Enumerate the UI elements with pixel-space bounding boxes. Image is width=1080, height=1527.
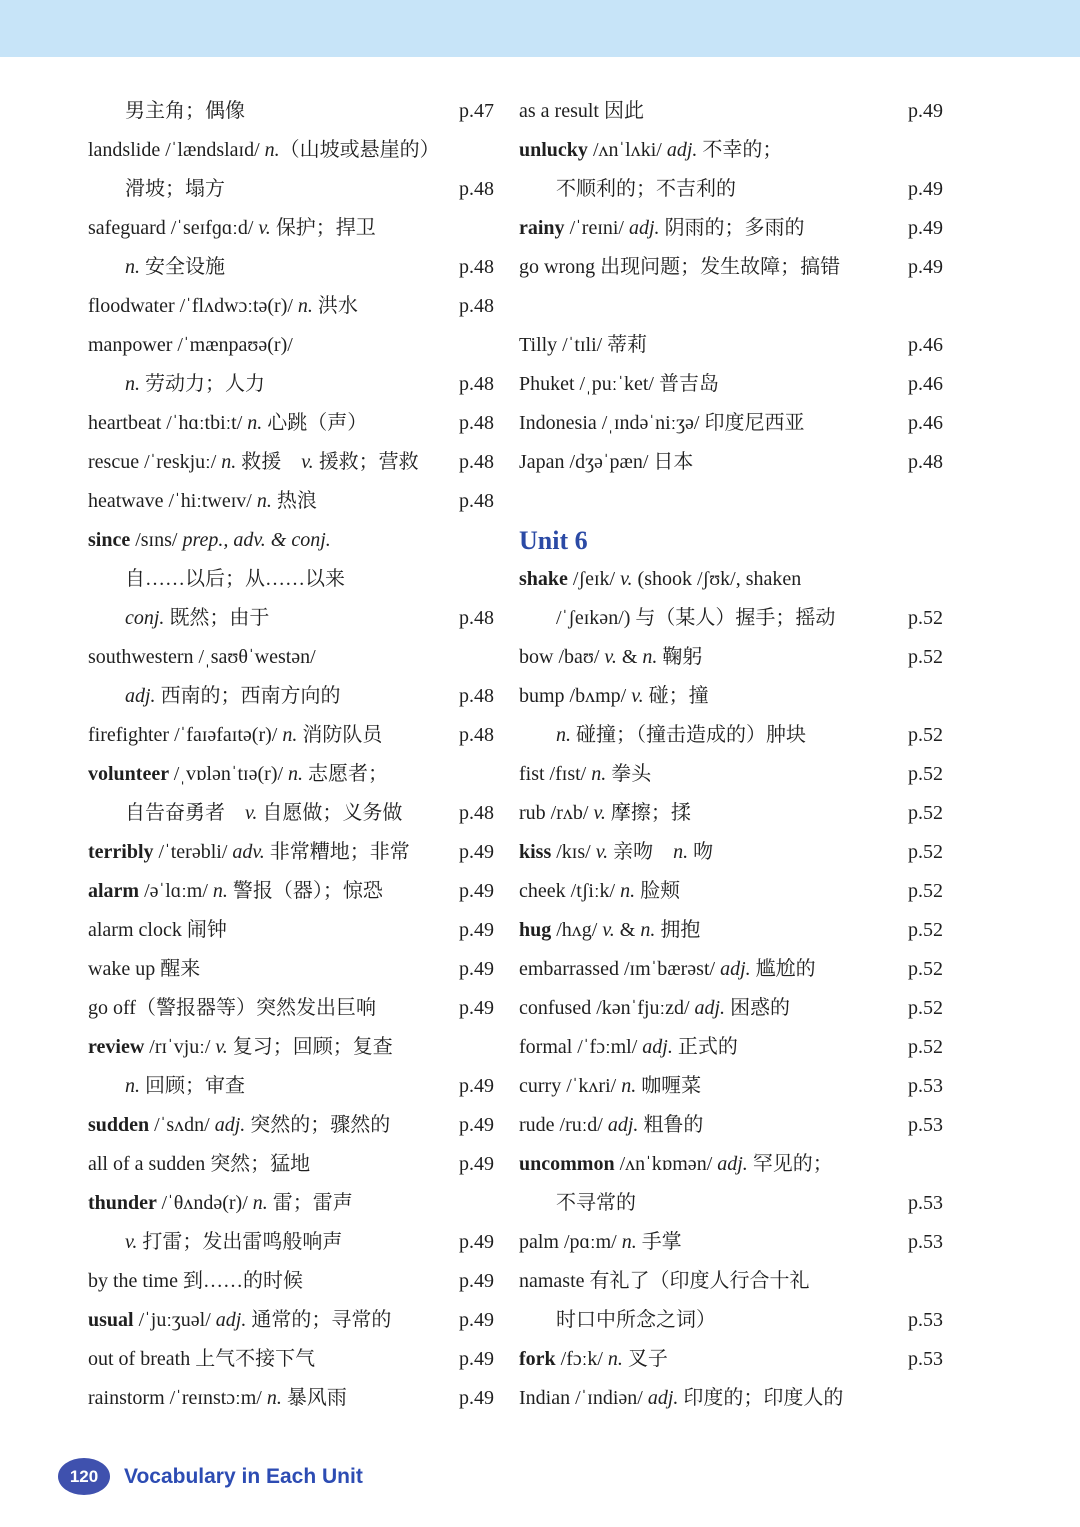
- entry-text: 自告奋勇者 v. 自愿做；义务做: [125, 802, 403, 824]
- page-ref: p.53: [908, 1114, 943, 1136]
- page-ref: p.48: [459, 685, 494, 707]
- entry-text: go wrong 出现问题；发生故障；搞错: [519, 256, 841, 278]
- vocab-row: [88, 326, 494, 365]
- entry-text: embarrassed /ɪmˈbærəst/ adj. 尴尬的: [519, 958, 816, 980]
- entry-text: by the time 到……的时候: [88, 1270, 303, 1292]
- entry-text: 自……以后；从……以来: [125, 568, 345, 590]
- page-ref: p.52: [908, 646, 943, 668]
- page-ref: p.49: [459, 919, 494, 941]
- page-ref: p.53: [908, 1309, 943, 1331]
- page-ref: p.49: [908, 217, 943, 239]
- page-ref: p.48: [908, 451, 943, 473]
- entry-text: uncommon /ʌnˈkɒmən/ adj. 罕见的；: [519, 1153, 833, 1175]
- vocab-row: [519, 443, 943, 482]
- entry-text: v. 打雷；发出雷鸣般响声: [125, 1231, 343, 1253]
- page-ref: p.48: [459, 724, 494, 746]
- vocab-row: [88, 833, 494, 872]
- entry-text: Phuket /ˌpuːˈket/ 普吉岛: [519, 373, 719, 395]
- vocab-row: [88, 911, 494, 950]
- page-ref: p.48: [459, 451, 494, 473]
- page-ref: p.49: [459, 1348, 494, 1370]
- entry-text: n. 劳动力；人力: [125, 373, 265, 395]
- vocab-row: [88, 404, 494, 443]
- page-ref: p.52: [908, 724, 943, 746]
- page-ref: p.46: [908, 373, 943, 395]
- page-ref: p.53: [908, 1348, 943, 1370]
- page-ref: p.49: [908, 256, 943, 278]
- page-ref: p.52: [908, 958, 943, 980]
- page-number: 120: [69, 1466, 99, 1486]
- vocab-row: [88, 92, 494, 131]
- vocab-row: [88, 248, 494, 287]
- page-ref: p.48: [459, 178, 494, 200]
- page-ref: p.48: [459, 490, 494, 512]
- unit-heading: Unit 6: [519, 526, 588, 555]
- page-footer: [58, 1458, 363, 1495]
- vocab-row: [88, 521, 494, 560]
- entry-text: palm /pɑːm/ n. 手掌: [519, 1231, 682, 1253]
- vocab-row: [519, 1184, 943, 1223]
- entry-text: thunder /ˈθʌndə(r)/ n. 雷；雷声: [88, 1192, 353, 1214]
- vocab-row: [88, 872, 494, 911]
- page-ref: p.52: [908, 880, 943, 902]
- entry-text: cheek /tʃiːk/ n. 脸颊: [519, 880, 681, 902]
- vocab-row: [88, 950, 494, 989]
- page-ref: p.49: [459, 1114, 494, 1136]
- vocab-row: [88, 638, 494, 677]
- page-ref: p.53: [908, 1192, 943, 1214]
- vocab-row: [519, 1028, 943, 1067]
- entry-text: adj. 西南的；西南方向的: [125, 685, 341, 707]
- entry-text: conj. 既然；由于: [125, 607, 270, 629]
- entry-text: manpower /ˈmænpaʊə(r)/: [88, 334, 293, 356]
- entry-text: confused /kənˈfjuːzd/ adj. 困惑的: [519, 997, 791, 1019]
- vocab-row: [519, 1067, 943, 1106]
- page-ref: p.49: [459, 997, 494, 1019]
- vocab-row: [519, 1301, 943, 1340]
- page-ref: p.52: [908, 997, 943, 1019]
- page-ref: p.52: [908, 919, 943, 941]
- page-ref: p.49: [459, 841, 494, 863]
- vocab-row: [519, 755, 943, 794]
- vocab-row: [519, 1340, 943, 1379]
- page-ref: p.49: [459, 1387, 494, 1409]
- vocab-row: [88, 1028, 494, 1067]
- vocab-row: [88, 1301, 494, 1340]
- page-ref: p.48: [459, 295, 494, 317]
- vocab-row: [519, 326, 943, 365]
- entry-text: alarm clock 闹钟: [88, 919, 227, 941]
- entry-text: out of breath 上气不接下气: [88, 1348, 316, 1370]
- vocab-column-left: [88, 92, 494, 1418]
- vocab-row: [519, 677, 943, 716]
- vocab-row: [88, 482, 494, 521]
- vocab-row: [88, 131, 494, 170]
- entry-text: fist /fɪst/ n. 拳头: [519, 763, 652, 785]
- entry-text: Indian /ˈɪndiən/ adj. 印度的；印度人的: [519, 1387, 844, 1409]
- vocab-row: [519, 872, 943, 911]
- vocab-row: [88, 677, 494, 716]
- footer-section-title: Vocabulary in Each Unit: [124, 1464, 363, 1488]
- vocab-row: [519, 794, 943, 833]
- vocab-row: [519, 1223, 943, 1262]
- page-ref: p.47: [459, 100, 494, 122]
- vocab-row: [88, 209, 494, 248]
- page-ref: p.49: [459, 1270, 494, 1292]
- entry-text: 不寻常的: [556, 1192, 636, 1214]
- page-ref: p.48: [459, 412, 494, 434]
- entry-text: Tilly /ˈtɪli/ 蒂莉: [519, 334, 648, 356]
- entry-text: n. 碰撞；（撞击造成的）肿块: [556, 724, 806, 746]
- entry-text: fork /fɔːk/ n. 叉子: [519, 1348, 668, 1370]
- entry-text: curry /ˈkʌri/ n. 咖喱菜: [519, 1075, 702, 1097]
- page-ref: p.46: [908, 412, 943, 434]
- vocab-row: [519, 209, 943, 248]
- entry-text: namaste 有礼了（印度人行合十礼: [519, 1270, 810, 1292]
- vocab-row: [88, 1106, 494, 1145]
- entry-text: usual /ˈjuːʒuəl/ adj. 通常的；寻常的: [88, 1309, 392, 1331]
- spacer-row: [519, 287, 943, 326]
- vocab-row: [88, 1184, 494, 1223]
- vocab-row: [88, 1379, 494, 1418]
- vocab-row: [88, 443, 494, 482]
- entry-text: rescue /ˈreskjuː/ n. 救援 v. 援救；营救: [88, 451, 419, 473]
- page-ref: p.48: [459, 256, 494, 278]
- entry-text: sudden /ˈsʌdn/ adj. 突然的；骤然的: [88, 1114, 391, 1136]
- page-ref: p.49: [459, 1153, 494, 1175]
- page-ref: p.52: [908, 802, 943, 824]
- entry-text: wake up 醒来: [88, 958, 201, 980]
- page-ref: p.49: [908, 100, 943, 122]
- page-ref: p.52: [908, 841, 943, 863]
- vocab-row: [88, 1262, 494, 1301]
- vocab-row: [519, 1106, 943, 1145]
- vocab-row: [519, 911, 943, 950]
- entry-text: review /rɪˈvjuː/ v. 复习；回顾；复查: [88, 1036, 393, 1058]
- entry-text: southwestern /ˌsaʊθˈwestən/: [88, 646, 316, 668]
- entry-text: terribly /ˈterəbli/ adv. 非常糟地；非常: [88, 841, 410, 863]
- page-ref: p.49: [459, 1075, 494, 1097]
- vocab-row: [519, 404, 943, 443]
- entry-text: since /sɪns/ prep., adv. & conj.: [88, 529, 331, 551]
- vocab-row: [519, 170, 943, 209]
- entry-text: volunteer /ˌvɒlənˈtɪə(r)/ n. 志愿者；: [88, 763, 389, 785]
- vocab-row: [519, 92, 943, 131]
- vocab-row: [88, 1145, 494, 1184]
- entry-text: n. 回顾；审查: [125, 1075, 245, 1097]
- vocab-row: [519, 365, 943, 404]
- vocab-row: [88, 365, 494, 404]
- vocab-row: [519, 716, 943, 755]
- entry-text: 男主角；偶像: [125, 100, 245, 122]
- page-ref: p.49: [908, 178, 943, 200]
- page-ref: p.48: [459, 373, 494, 395]
- vocab-row: [88, 989, 494, 1028]
- vocab-row: [88, 599, 494, 638]
- vocab-row: [519, 131, 943, 170]
- entry-text: n. 安全设施: [125, 256, 225, 278]
- page-ref: p.53: [908, 1231, 943, 1253]
- entry-text: 不顺利的；不吉利的: [556, 178, 736, 200]
- vocab-row: [519, 560, 943, 599]
- entry-text: Indonesia /ˌɪndəˈniːʒə/ 印度尼西亚: [519, 412, 805, 434]
- vocab-row: [88, 287, 494, 326]
- page-number-badge: [58, 1458, 110, 1495]
- entry-text: Japan /dʒəˈpæn/ 日本: [519, 451, 694, 473]
- vocab-row: [519, 1379, 943, 1418]
- vocab-row: [88, 170, 494, 209]
- top-decoration-bar: [0, 0, 1080, 57]
- vocab-row: [519, 638, 943, 677]
- vocab-row: [519, 1262, 943, 1301]
- page-ref: p.52: [908, 763, 943, 785]
- entry-text: heartbeat /ˈhɑːtbiːt/ n. 心跳（声）: [88, 412, 368, 434]
- page-ref: p.48: [459, 802, 494, 824]
- vocab-row: [88, 716, 494, 755]
- entry-text: as a result 因此: [519, 100, 644, 122]
- page-ref: p.49: [459, 1231, 494, 1253]
- page-ref: p.48: [459, 607, 494, 629]
- entry-text: alarm /əˈlɑːm/ n. 警报（器）；惊恐: [88, 880, 383, 902]
- entry-text: landslide /ˈlændslaɪd/ n.（山坡或悬崖的）: [88, 139, 440, 161]
- spacer-row: [519, 482, 943, 521]
- entry-text: hug /hʌg/ v. & n. 拥抱: [519, 919, 701, 941]
- entry-text: 滑坡；塌方: [125, 178, 225, 200]
- vocab-row: [519, 248, 943, 287]
- page-ref: p.49: [459, 1309, 494, 1331]
- entry-text: bow /baʊ/ v. & n. 鞠躬: [519, 646, 703, 668]
- vocab-row: [519, 833, 943, 872]
- entry-text: heatwave /ˈhiːtweɪv/ n. 热浪: [88, 490, 317, 512]
- page-ref: p.49: [459, 880, 494, 902]
- page-ref: p.49: [459, 958, 494, 980]
- entry-text: /ˈʃeɪkən/) 与（某人）握手；摇动: [556, 607, 836, 629]
- entry-text: kiss /kɪs/ v. 亲吻 n. 吻: [519, 841, 714, 863]
- page-ref: p.52: [908, 607, 943, 629]
- vocab-row: [88, 1067, 494, 1106]
- entry-text: floodwater /ˈflʌdwɔːtə(r)/ n. 洪水: [88, 295, 358, 317]
- entry-text: unlucky /ʌnˈlʌki/ adj. 不幸的；: [519, 139, 783, 161]
- page-ref: p.53: [908, 1075, 943, 1097]
- entry-text: rainy /ˈreɪni/ adj. 阴雨的；多雨的: [519, 217, 805, 239]
- entry-text: safeguard /ˈseɪfɡɑːd/ v. 保护；捍卫: [88, 217, 376, 239]
- entry-text: formal /ˈfɔːml/ adj. 正式的: [519, 1036, 738, 1058]
- vocab-row: [88, 794, 494, 833]
- page-ref: p.46: [908, 334, 943, 356]
- vocab-row: [519, 989, 943, 1028]
- entry-text: rub /rʌb/ v. 摩擦；揉: [519, 802, 691, 824]
- entry-text: go off（警报器等）突然发出巨响: [88, 997, 376, 1019]
- vocab-row: [519, 950, 943, 989]
- entry-text: shake /ʃeɪk/ v. (shook /ʃʊk/, shaken: [519, 568, 802, 590]
- vocab-row: [88, 1340, 494, 1379]
- entry-text: all of a sudden 突然；猛地: [88, 1153, 311, 1175]
- entry-text: bump /bʌmp/ v. 碰；撞: [519, 685, 709, 707]
- vocab-row: [88, 560, 494, 599]
- vocab-row: [88, 755, 494, 794]
- vocab-row: [519, 599, 943, 638]
- page-ref: p.52: [908, 1036, 943, 1058]
- vocab-row: [519, 1145, 943, 1184]
- entry-text: rainstorm /ˈreɪnstɔːm/ n. 暴风雨: [88, 1387, 347, 1409]
- vocab-row: [88, 1223, 494, 1262]
- entry-text: rude /ruːd/ adj. 粗鲁的: [519, 1114, 704, 1136]
- vocab-column-right: [519, 92, 943, 1418]
- entry-text: firefighter /ˈfaɪəfaɪtə(r)/ n. 消防队员: [88, 724, 383, 746]
- entry-text: 时口中所念之词）: [556, 1309, 716, 1331]
